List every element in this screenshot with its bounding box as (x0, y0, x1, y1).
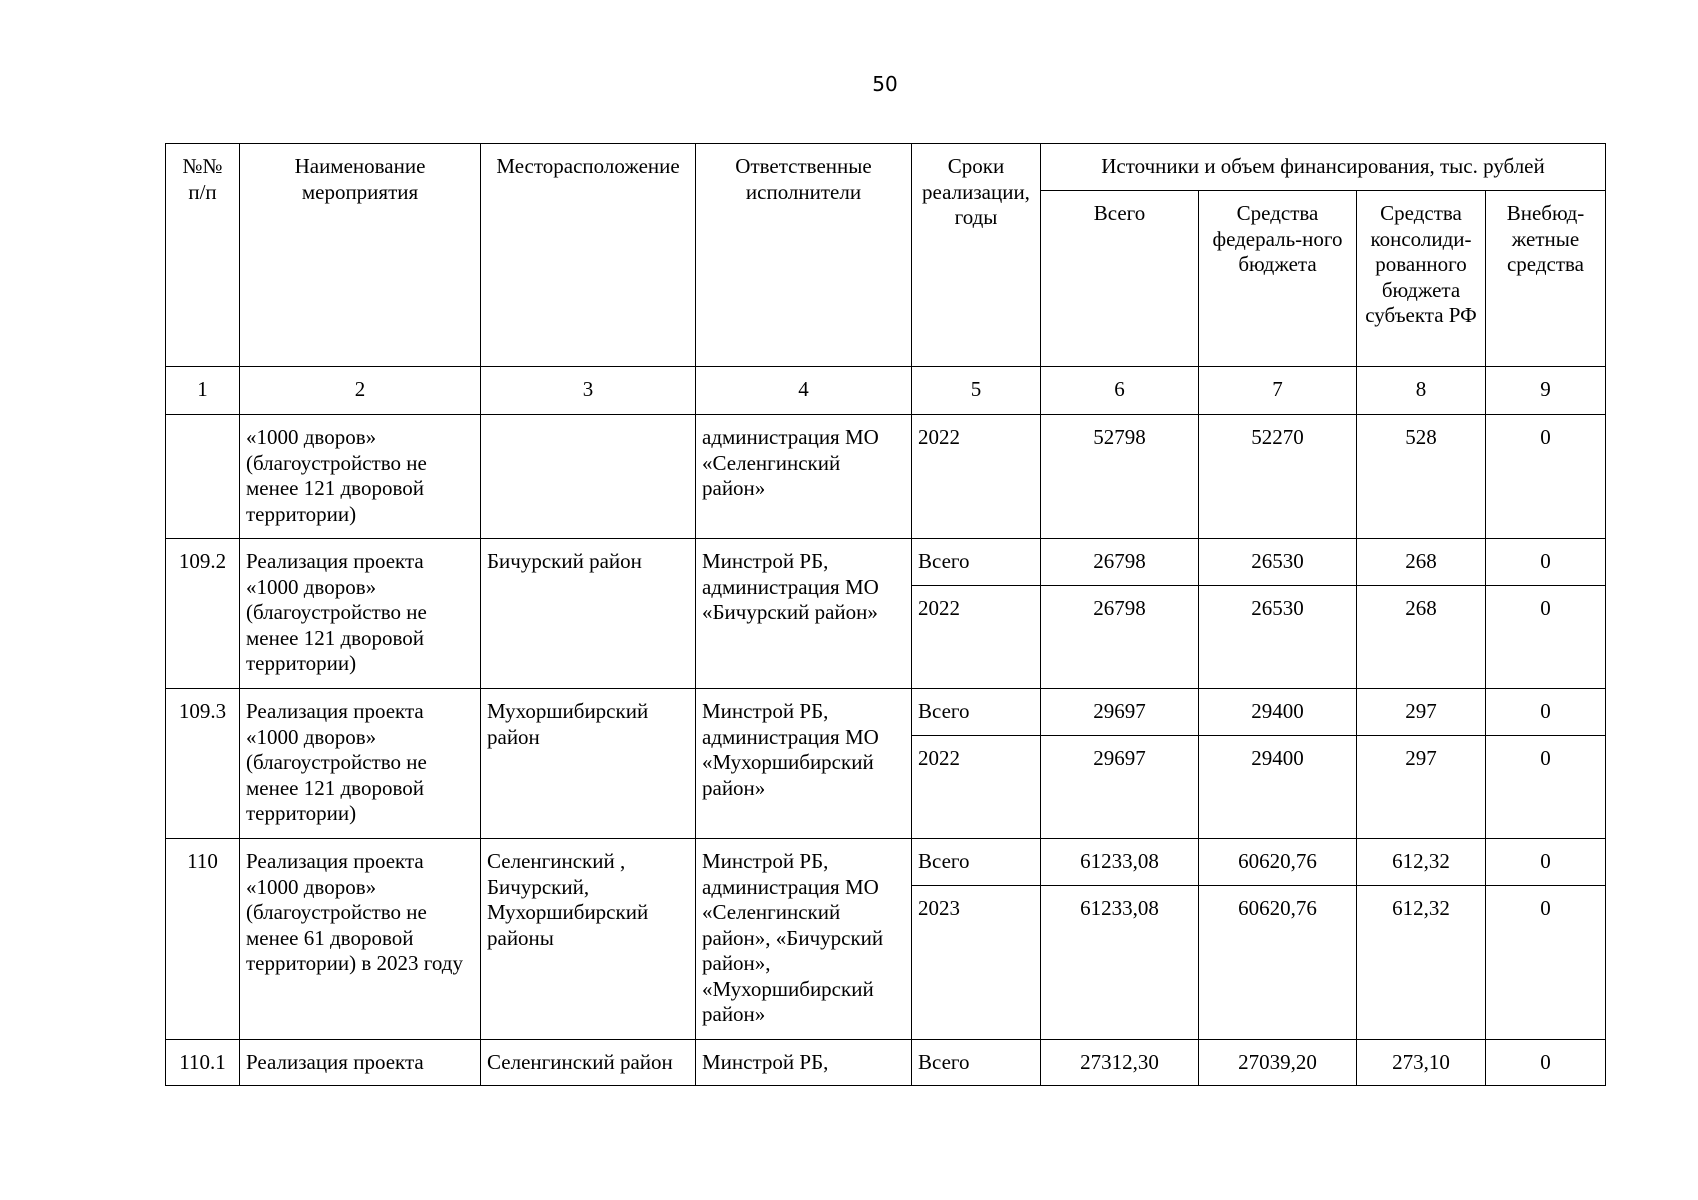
row-total: 52798 (1041, 415, 1199, 539)
column-number: 3 (481, 367, 696, 415)
row-total: 29697 (1041, 689, 1199, 736)
row-regional: 528 (1357, 415, 1486, 539)
header-row-1 (166, 144, 1606, 191)
row-responsible: Минстрой РБ, администрация МО «Мухоршибирский район» (696, 689, 912, 839)
header-regional: Средства консолиди-рованного бюджета субъекта РФ (1357, 191, 1486, 367)
header-financing: Источники и объем финансирования, тыс. рублей (1041, 144, 1606, 191)
row-responsible: Минстрой РБ, администрация МО «Селенгинский район», «Бичурский район», «Мухоршибирский район» (696, 839, 912, 1040)
row-extrabudget: 0 (1486, 736, 1606, 839)
table-row (166, 415, 1606, 539)
row-extrabudget: 0 (1486, 539, 1606, 586)
column-number: 6 (1041, 367, 1199, 415)
row-extrabudget: 0 (1486, 839, 1606, 886)
row-responsible: администрация МО «Селенгинский район» (696, 415, 912, 539)
row-responsible: Минстрой РБ, администрация МО «Бичурский район» (696, 539, 912, 689)
row-name: Реализация проекта «1000 дворов» (благоустройство не менее 61 дворовой территории) в 2023 году (240, 839, 481, 1040)
row-number: 109.3 (166, 689, 240, 839)
row-extrabudget: 0 (1486, 415, 1606, 539)
header-number: №№ п/п (166, 144, 240, 367)
table-row (166, 689, 1606, 736)
row-period: Всего (912, 689, 1041, 736)
header-name: Наименование мероприятия (240, 144, 481, 367)
column-number: 7 (1199, 367, 1357, 415)
header-total: Всего (1041, 191, 1199, 367)
row-total: 27312,30 (1041, 1040, 1199, 1086)
row-number: 110.1 (166, 1040, 240, 1086)
row-total: 61233,08 (1041, 839, 1199, 886)
row-extrabudget: 0 (1486, 1040, 1606, 1086)
row-name: «1000 дворов» (благоустройство не менее 121 дворовой территории) (240, 415, 481, 539)
row-federal: 52270 (1199, 415, 1357, 539)
row-number: 110 (166, 839, 240, 1040)
table-row (166, 539, 1606, 586)
column-number: 8 (1357, 367, 1486, 415)
row-location (481, 415, 696, 539)
row-regional: 612,32 (1357, 886, 1486, 1040)
header-extrabudget: Внебюд-жетные средства (1486, 191, 1606, 367)
row-location: Селенгинский , Бичурский, Мухоршибирский районы (481, 839, 696, 1040)
row-period: Всего (912, 839, 1041, 886)
page-number: 50 (872, 72, 898, 96)
row-responsible: Минстрой РБ, (696, 1040, 912, 1086)
header-period: Сроки реализации, годы (912, 144, 1041, 367)
row-period: 2022 (912, 415, 1041, 539)
row-regional: 268 (1357, 586, 1486, 689)
row-period: 2023 (912, 886, 1041, 1040)
column-number: 5 (912, 367, 1041, 415)
column-number: 2 (240, 367, 481, 415)
row-federal: 60620,76 (1199, 886, 1357, 1040)
row-name: Реализация проекта «1000 дворов» (благоустройство не менее 121 дворовой территории) (240, 539, 481, 689)
row-number: 109.2 (166, 539, 240, 689)
row-period: 2022 (912, 586, 1041, 689)
row-federal: 29400 (1199, 736, 1357, 839)
row-federal: 60620,76 (1199, 839, 1357, 886)
header-location: Месторасположение (481, 144, 696, 367)
row-name: Реализация проекта «1000 дворов» (благоустройство не менее 121 дворовой территории) (240, 689, 481, 839)
column-number-row (166, 367, 1606, 415)
row-location: Бичурский район (481, 539, 696, 689)
row-name: Реализация проекта (240, 1040, 481, 1086)
row-total: 26798 (1041, 586, 1199, 689)
row-period: 2022 (912, 736, 1041, 839)
row-federal: 29400 (1199, 689, 1357, 736)
row-total: 26798 (1041, 539, 1199, 586)
row-regional: 297 (1357, 689, 1486, 736)
row-regional: 297 (1357, 736, 1486, 839)
column-number: 9 (1486, 367, 1606, 415)
financing-table (165, 143, 1606, 1086)
row-extrabudget: 0 (1486, 586, 1606, 689)
row-federal: 26530 (1199, 539, 1357, 586)
row-federal: 27039,20 (1199, 1040, 1357, 1086)
row-number (166, 415, 240, 539)
row-regional: 268 (1357, 539, 1486, 586)
row-period: Всего (912, 539, 1041, 586)
row-period: Всего (912, 1040, 1041, 1086)
table-row (166, 839, 1606, 886)
row-regional: 612,32 (1357, 839, 1486, 886)
row-total: 29697 (1041, 736, 1199, 839)
row-regional: 273,10 (1357, 1040, 1486, 1086)
row-extrabudget: 0 (1486, 689, 1606, 736)
row-federal: 26530 (1199, 586, 1357, 689)
row-extrabudget: 0 (1486, 886, 1606, 1040)
column-number: 4 (696, 367, 912, 415)
row-location: Мухоршибирский район (481, 689, 696, 839)
row-location: Селенгинский район (481, 1040, 696, 1086)
column-number: 1 (166, 367, 240, 415)
table-row (166, 1040, 1606, 1086)
header-federal: Средства федераль-ного бюджета (1199, 191, 1357, 367)
row-total: 61233,08 (1041, 886, 1199, 1040)
header-responsible: Ответственные исполнители (696, 144, 912, 367)
